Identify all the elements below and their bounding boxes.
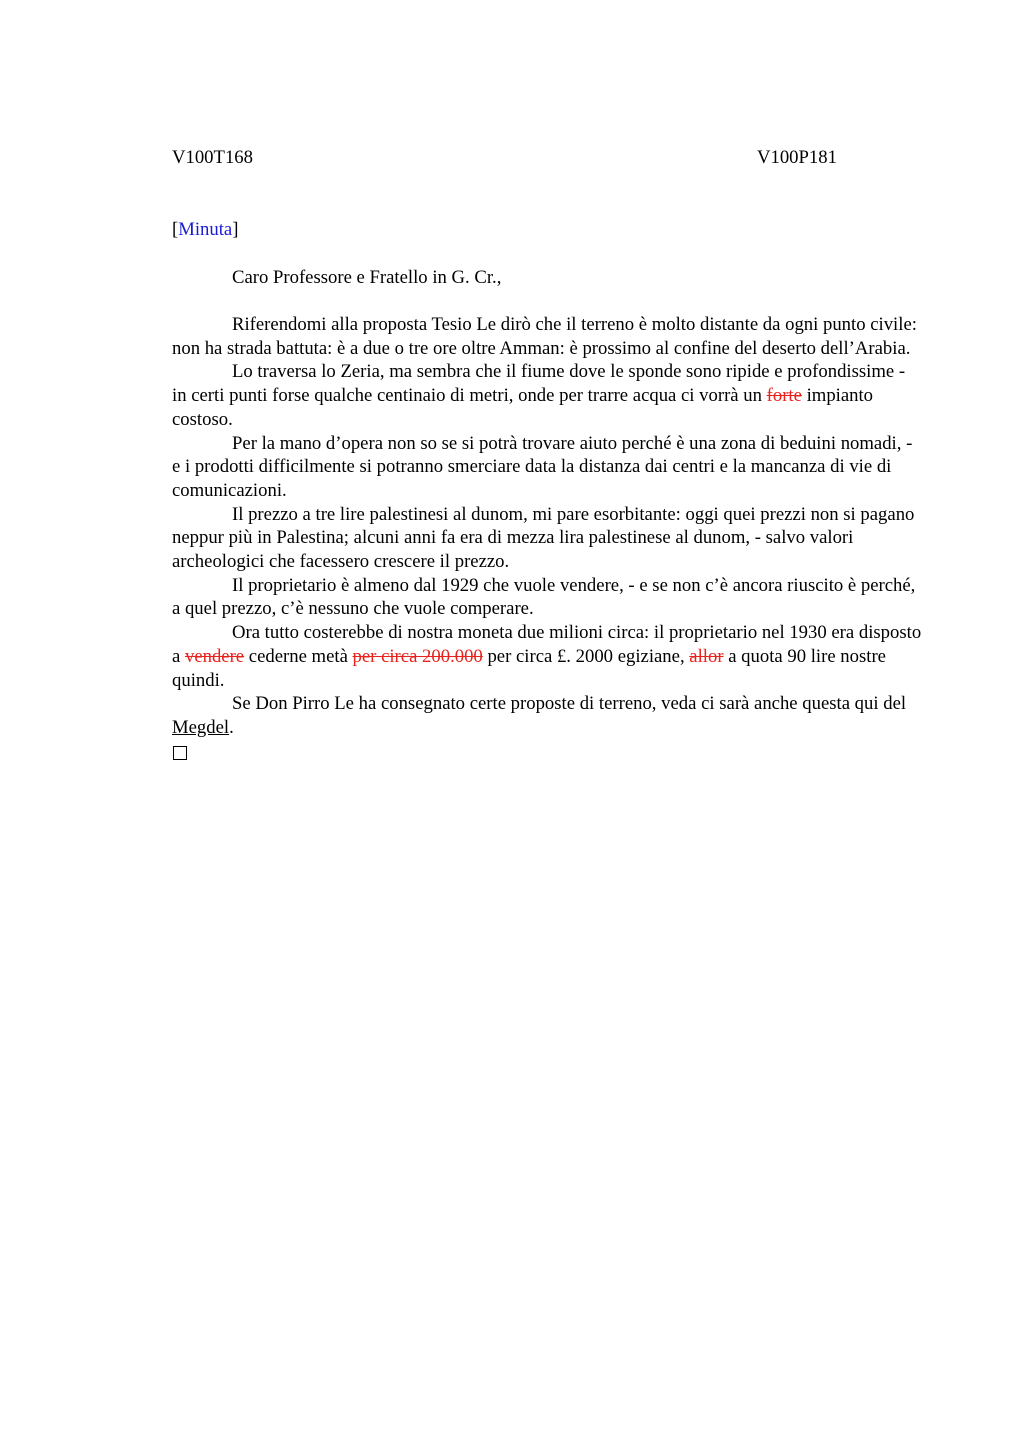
paragraph-7-text-before: Se Don Pirro Le ha consegnato certe proposte di terreno, veda ci sarà anche questa qui del — [232, 693, 907, 715]
label-open-bracket: [ — [172, 219, 179, 240]
deleted-word: vendere — [184, 645, 245, 667]
paragraph-6-text-3: per circa £. 2000 egiziane, — [482, 645, 690, 667]
reference-code-right: V100P181 — [757, 147, 837, 168]
paragraph-6 — [172, 621, 922, 692]
paragraph-6-text-2: cederne metà — [244, 645, 353, 667]
paragraph-1: Riferendomi alla proposta Tesio Le dirò che il terreno è molto distante da ogni punto civile: non ha strada battuta: è a due o tre ore oltre Amman: è prossimo al confine del deserto dell’Arabia. — [172, 314, 917, 359]
document-type-label — [172, 218, 238, 242]
paragraph-7-text-after: . — [229, 716, 234, 738]
letter-body — [172, 313, 922, 760]
paragraph-3: Per la mano d’opera non so se si potrà trovare aiuto perché è una zona di beduini nomadi, - e i prodotti difficilmente si potranno smerciare data la distanza dai centri e la mancanza di vie di comunicazioni. — [172, 432, 913, 501]
deleted-phrase: per circa 200.000 — [352, 645, 483, 667]
label-minuta: Minuta — [178, 219, 233, 240]
paragraph-2-text-before: Lo traversa lo Zeria, ma sembra che il fiume dove le sponde sono ripide e profondissime - in certi punti forse qualche centinaio di metri, onde per trarre acqua ci vorrà un — [172, 361, 906, 407]
deleted-word: forte — [766, 385, 802, 407]
label-close-bracket: ] — [232, 219, 239, 240]
reference-code-left: V100T168 — [172, 147, 253, 168]
paragraph-2-text-after: impianto costoso. — [172, 385, 874, 430]
empty-square-icon — [173, 746, 187, 760]
paragraph-4: Il prezzo a tre lire palestinesi al dunom, mi pare esorbitante: oggi quei prezzi non si pagano neppur più in Palestina; alcuni anni fa era di mezza lira palestinese al dunom, - salvo valori archeologici che facessero crescere il prezzo. — [172, 503, 915, 573]
deleted-word: allor — [689, 645, 724, 667]
paragraph-6-text-1: Ora tutto costerebbe di nostra moneta due milioni circa: il proprietario nel 1930 era disposto a — [172, 622, 922, 667]
paragraph-5: Il proprietario è almeno dal 1929 che vuole vendere, - e se non c’è ancora riuscito è perché, a quel prezzo, c’è nessuno che vuole comperare. — [172, 574, 916, 620]
salutation: Caro Professore e Fratello in G. Cr., — [232, 267, 502, 288]
underlined-place-name: Megdel — [172, 716, 230, 738]
paragraph-2 — [172, 360, 922, 431]
paragraph-6-text-4: a quota 90 lire nostre quindi. — [172, 645, 886, 691]
paragraph-7 — [172, 692, 922, 739]
